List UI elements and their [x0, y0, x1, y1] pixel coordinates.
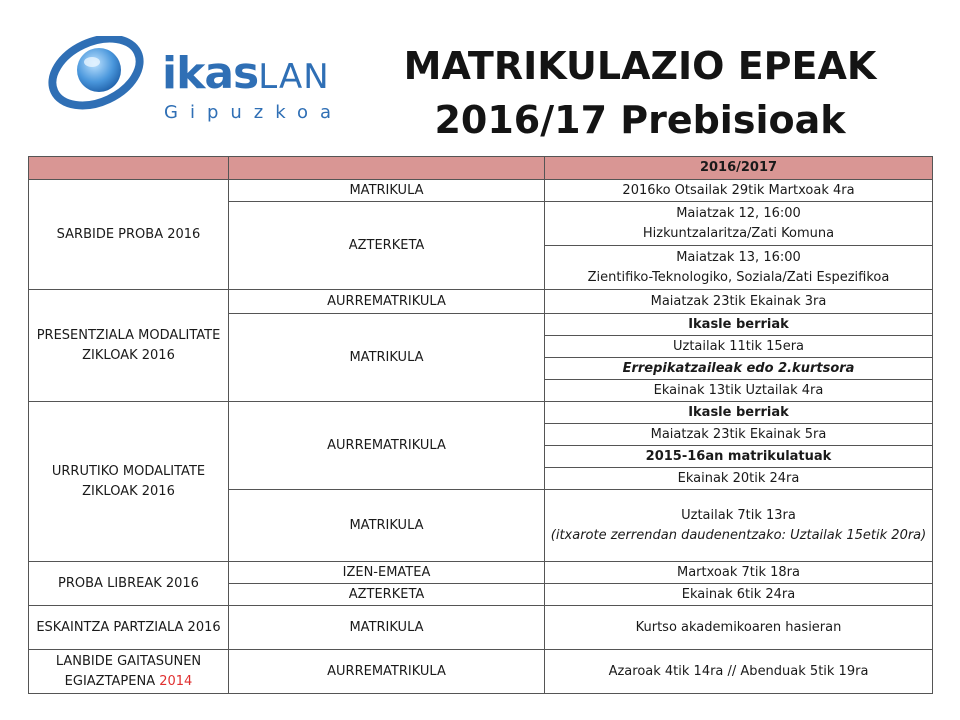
stage-label: AURREMATRIKULA [229, 402, 545, 490]
group-label: 2015-16an matrikulatuak [545, 446, 933, 468]
stage-label: AZTERKETA [229, 202, 545, 290]
ikaslan-logo [44, 36, 344, 136]
date-cell: Ekainak 20tik 24ra [545, 468, 933, 490]
date-cell: Azaroak 4tik 14ra // Abenduak 5tik 19ra [545, 650, 933, 694]
section-sarbide: SARBIDE PROBA 2016 [29, 180, 229, 290]
date-cell: Maiatzak 23tik Ekainak 5ra [545, 424, 933, 446]
stage-label: AURREMATRIKULA [229, 650, 545, 694]
table-row [29, 562, 933, 584]
table-header-row [29, 157, 933, 180]
table-row [29, 650, 933, 694]
date-cell: Martxoak 7tik 18ra [545, 562, 933, 584]
stage-label: MATRIKULA [229, 314, 545, 402]
title-line-1: MATRIKULAZIO EPEAK [403, 44, 877, 88]
table-row [29, 180, 933, 202]
group-label: Ikasle berriak [545, 402, 933, 424]
section-eskaintza: ESKAINTZA PARTZIALA 2016 [29, 606, 229, 650]
stage-label: MATRIKULA [229, 606, 545, 650]
date-cell: Uztailak 11tik 15era [545, 336, 933, 358]
header-year: 2016/2017 [545, 157, 933, 180]
date-cell: Maiatzak 23tik Ekainak 3ra [545, 290, 933, 314]
table-row [29, 402, 933, 424]
title-line-2: 2016/17 Prebisioak [434, 98, 846, 142]
globe-logo-icon [44, 36, 154, 114]
date-cell: Ekainak 13tik Uztailak 4ra [545, 380, 933, 402]
date-cell: Ekainak 6tik 24ra [545, 584, 933, 606]
stage-label: MATRIKULA [229, 180, 545, 202]
date-cell: Uztailak 7tik 13ra (itxarote zerrendan daudenentzako: Uztailak 15etik 20ra) [545, 490, 933, 562]
section-proba-libreak: PROBA LIBREAK 2016 [29, 562, 229, 606]
page-title [340, 40, 940, 148]
table-row [29, 290, 933, 314]
section-lanbide: LANBIDE GAITASUNEN EGIAZTAPENA 2014 [29, 650, 229, 694]
stage-label: AURREMATRIKULA [229, 290, 545, 314]
stage-label: IZEN-EMATEA [229, 562, 545, 584]
header-empty-cell [229, 157, 545, 180]
section-presentziala: PRESENTZIALA MODALITATE ZIKLOAK 2016 [29, 290, 229, 402]
brand-name: ikasLAN [162, 48, 330, 99]
date-cell: Maiatzak 13, 16:00 Zientifiko-Teknologiko, Soziala/Zati Espezifikoa [545, 246, 933, 290]
table-row [29, 606, 933, 650]
enrollment-schedule-table [28, 156, 933, 694]
stage-label: MATRIKULA [229, 490, 545, 562]
date-cell: 2016ko Otsailak 29tik Martxoak 4ra [545, 180, 933, 202]
group-label: Ikasle berriak [545, 314, 933, 336]
date-cell: Maiatzak 12, 16:00 Hizkuntzalaritza/Zati Komuna [545, 202, 933, 246]
brand-region: Gipuzkoa [164, 102, 344, 123]
stage-label: AZTERKETA [229, 584, 545, 606]
section-urrutiko: URRUTIKO MODALITATE ZIKLOAK 2016 [29, 402, 229, 562]
group-label: Errepikatzaileak edo 2.kurtsora [545, 358, 933, 380]
header-empty-cell [29, 157, 229, 180]
date-cell: Kurtso akademikoaren hasieran [545, 606, 933, 650]
